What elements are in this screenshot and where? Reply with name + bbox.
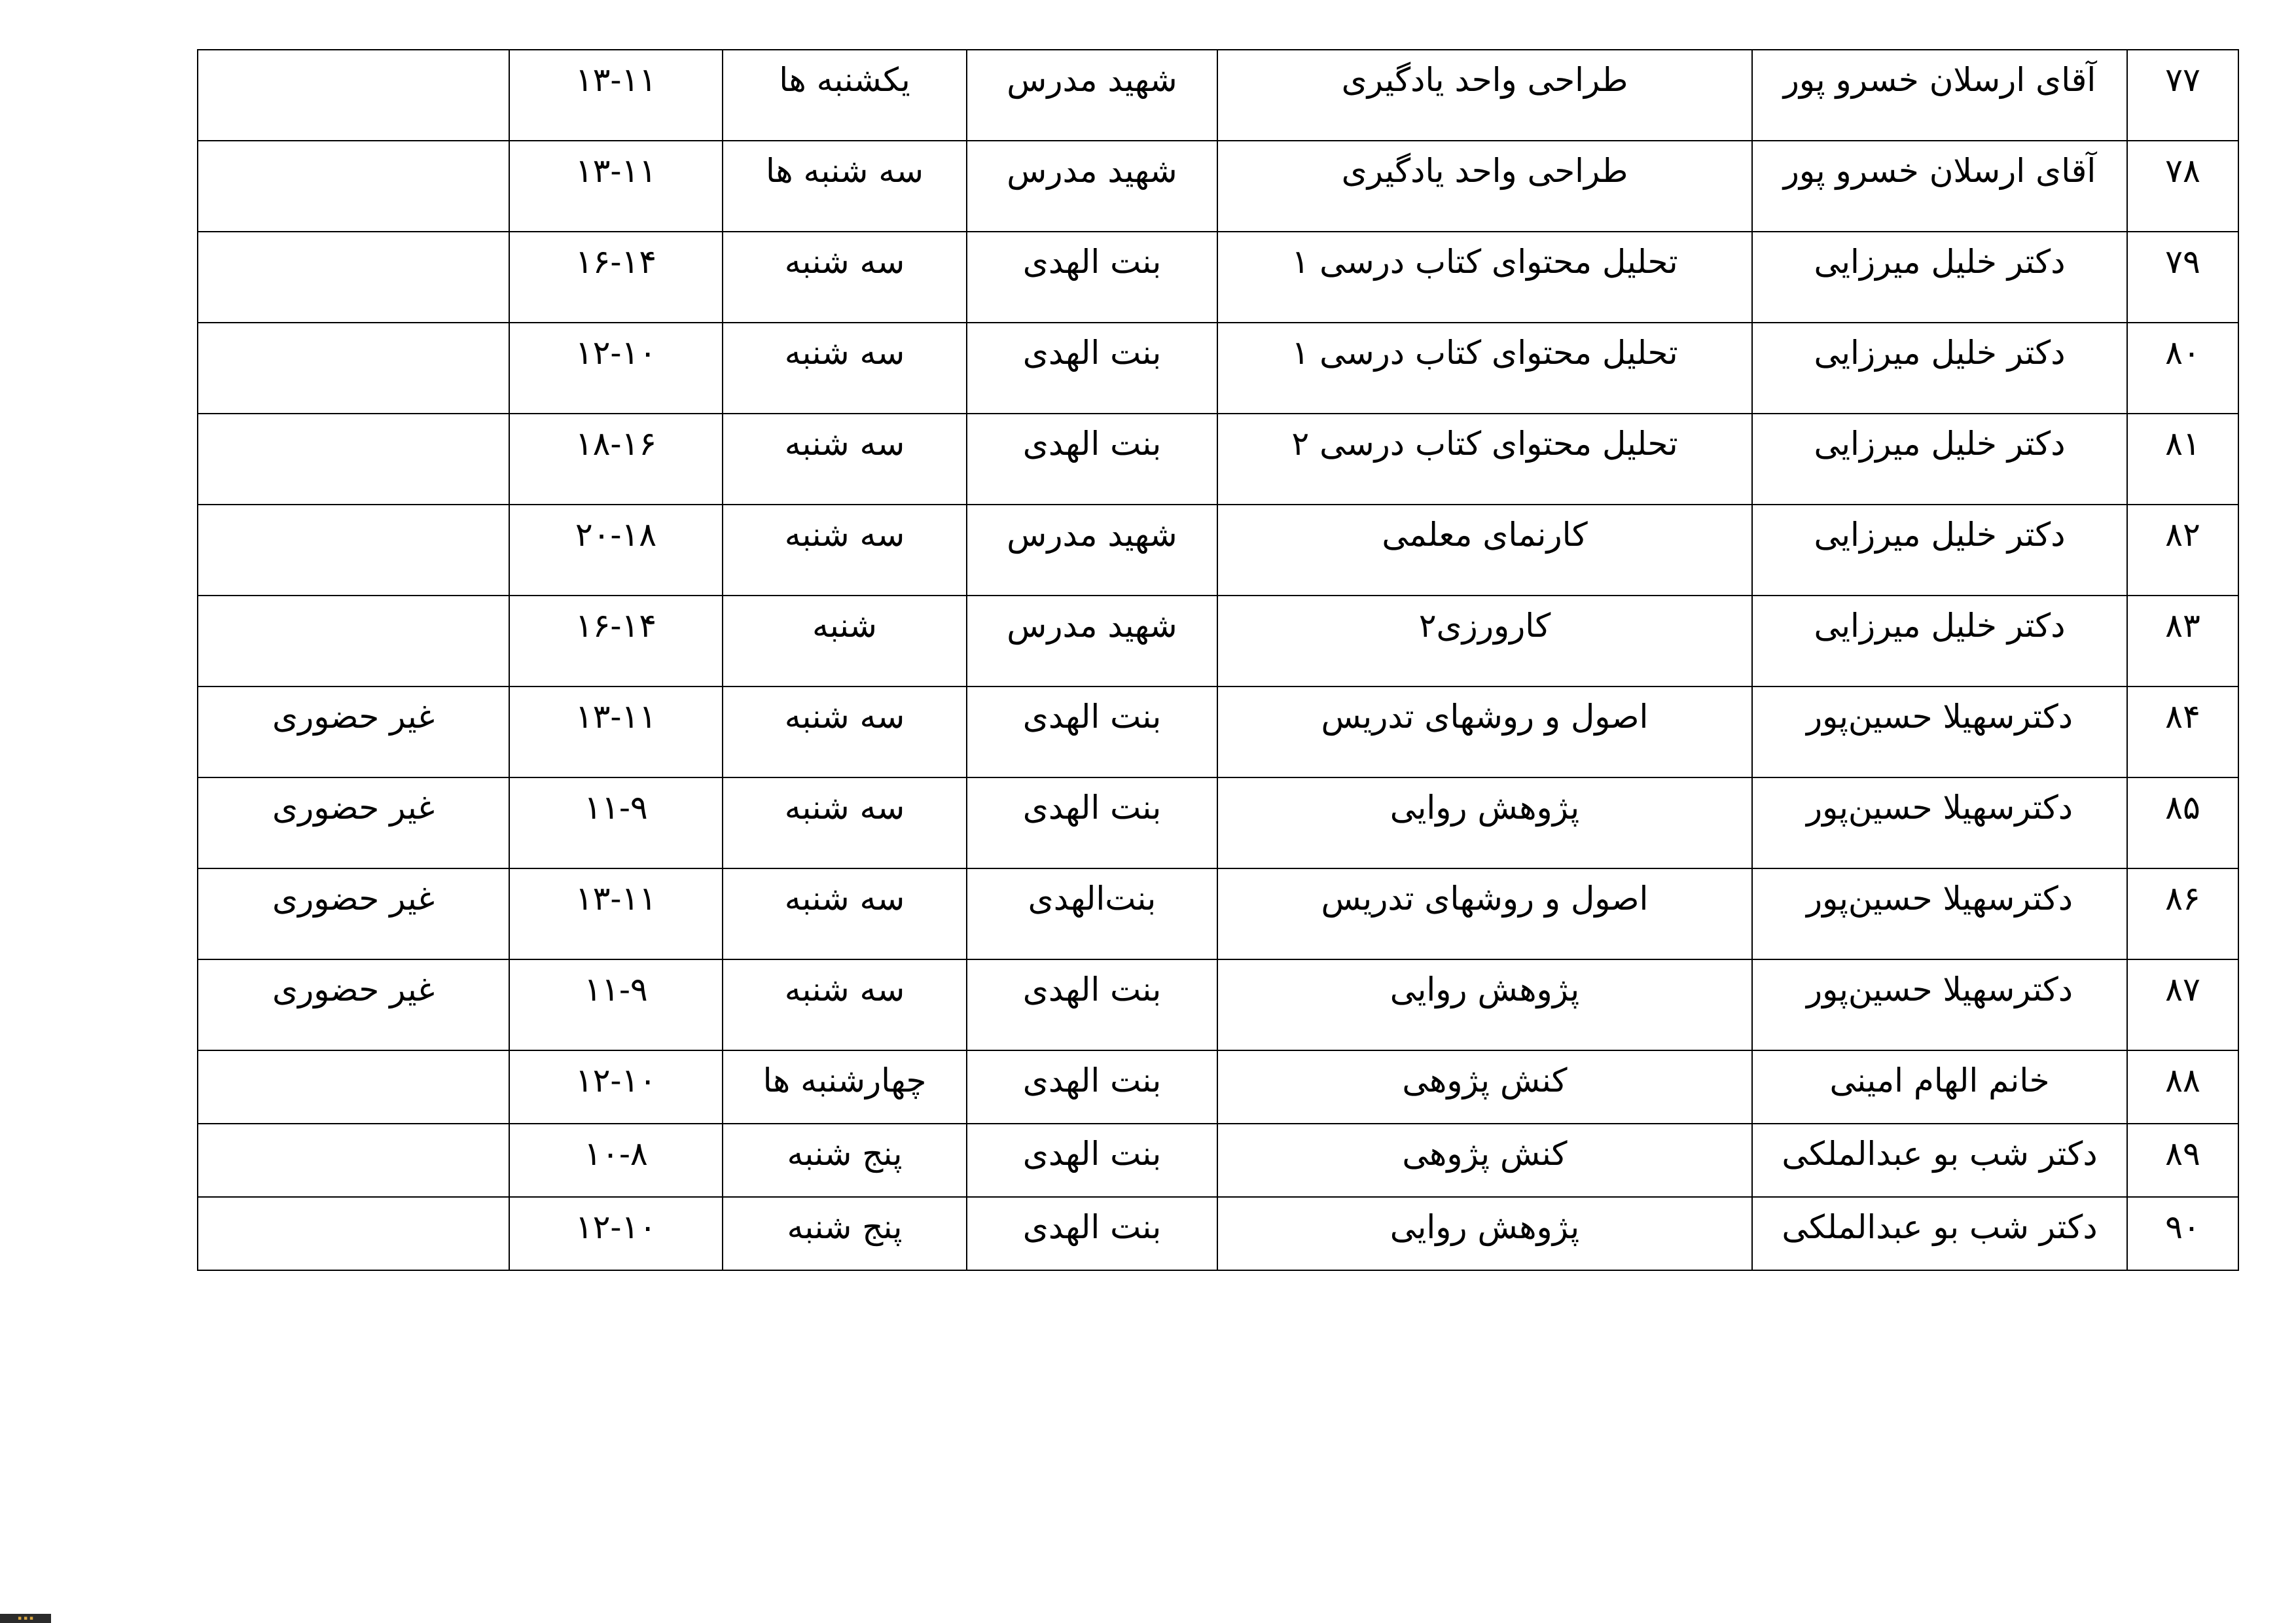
instructor-cell: دکتر خلیل میرزایی (1752, 232, 2127, 323)
note-cell: غیر حضوری (198, 868, 509, 959)
course-cell: اصول و روشهای تدریس (1217, 687, 1752, 777)
time-cell: ۱۲-۱۰ (509, 1050, 723, 1124)
location-cell: بنت الهدی (967, 232, 1217, 323)
table-row (198, 868, 2238, 959)
instructor-cell: دکترسهیلا حسین‌پور (1752, 687, 2127, 777)
day-cell: سه شنبه (723, 959, 967, 1050)
instructor-cell: دکتر خلیل میرزایی (1752, 505, 2127, 596)
instructor-cell: دکتر خلیل میرزایی (1752, 596, 2127, 687)
time-cell: ۱۸-۱۶ (509, 414, 723, 505)
schedule-body (198, 50, 2238, 1270)
note-cell: غیر حضوری (198, 687, 509, 777)
instructor-cell: دکترسهیلا حسین‌پور (1752, 777, 2127, 868)
note-cell (198, 323, 509, 414)
day-cell: سه شنبه ها (723, 141, 967, 232)
table-row (198, 505, 2238, 596)
day-cell: سه شنبه (723, 505, 967, 596)
course-cell: طراحی واحد یادگیری (1217, 141, 1752, 232)
note-cell: غیر حضوری (198, 777, 509, 868)
instructor-cell: دکترسهیلا حسین‌پور (1752, 959, 2127, 1050)
course-cell: تحلیل محتوای کتاب درسی ۱ (1217, 232, 1752, 323)
time-cell: ۱۳-۱۱ (509, 141, 723, 232)
time-cell: ۱۶-۱۴ (509, 596, 723, 687)
day-cell: سه شنبه (723, 868, 967, 959)
note-cell (198, 1197, 509, 1270)
table-row (198, 687, 2238, 777)
time-cell: ۱۰-۸ (509, 1124, 723, 1197)
instructor-cell: آقای ارسلان خسرو پور (1752, 50, 2127, 141)
day-cell: سه شنبه (723, 777, 967, 868)
time-cell: ۲۰-۱۸ (509, 505, 723, 596)
instructor-cell: آقای ارسلان خسرو پور (1752, 141, 2127, 232)
location-cell: بنت الهدی (967, 323, 1217, 414)
course-cell: تحلیل محتوای کتاب درسی ۱ (1217, 323, 1752, 414)
location-cell: بنت الهدی (967, 1197, 1217, 1270)
time-cell: ۱۶-۱۴ (509, 232, 723, 323)
row-number: ۷۷ (2127, 50, 2238, 141)
course-cell: کنش پژوهی (1217, 1050, 1752, 1124)
location-cell: بنت الهدی (967, 777, 1217, 868)
instructor-cell: دکترسهیلا حسین‌پور (1752, 868, 2127, 959)
day-cell: چهارشنبه ها (723, 1050, 967, 1124)
watermark-logo: ▪ ▪ ▪ (0, 1614, 51, 1623)
note-cell (198, 232, 509, 323)
time-cell: ۱۳-۱۱ (509, 687, 723, 777)
row-number: ۸۴ (2127, 687, 2238, 777)
time-cell: ۱۱-۹ (509, 777, 723, 868)
time-cell: ۱۳-۱۱ (509, 868, 723, 959)
location-cell: بنت الهدی (967, 414, 1217, 505)
schedule-table (197, 49, 2239, 1271)
table-row (198, 1197, 2238, 1270)
location-cell: بنت‌الهدی (967, 868, 1217, 959)
table-row (198, 777, 2238, 868)
day-cell: سه شنبه (723, 414, 967, 505)
location-cell: بنت الهدی (967, 1050, 1217, 1124)
course-cell: پژوهش روایی (1217, 777, 1752, 868)
row-number: ۸۵ (2127, 777, 2238, 868)
time-cell: ۱۱-۹ (509, 959, 723, 1050)
time-cell: ۱۲-۱۰ (509, 1197, 723, 1270)
course-cell: پژوهش روایی (1217, 959, 1752, 1050)
row-number: ۹۰ (2127, 1197, 2238, 1270)
instructor-cell: دکتر شب بو عبدالملکی (1752, 1124, 2127, 1197)
course-cell: تحلیل محتوای کتاب درسی ۲ (1217, 414, 1752, 505)
location-cell: شهید مدرس (967, 141, 1217, 232)
note-cell (198, 596, 509, 687)
row-number: ۸۱ (2127, 414, 2238, 505)
day-cell: پنج شنبه (723, 1124, 967, 1197)
note-cell (198, 414, 509, 505)
table-row (198, 414, 2238, 505)
note-cell (198, 141, 509, 232)
day-cell: پنج شنبه (723, 1197, 967, 1270)
table-row (198, 323, 2238, 414)
row-number: ۷۸ (2127, 141, 2238, 232)
row-number: ۸۳ (2127, 596, 2238, 687)
time-cell: ۱۳-۱۱ (509, 50, 723, 141)
row-number: ۸۰ (2127, 323, 2238, 414)
location-cell: بنت الهدی (967, 1124, 1217, 1197)
instructor-cell: دکتر شب بو عبدالملکی (1752, 1197, 2127, 1270)
course-cell: اصول و روشهای تدریس (1217, 868, 1752, 959)
day-cell: سه شنبه (723, 232, 967, 323)
table-row (198, 1050, 2238, 1124)
location-cell: شهید مدرس (967, 50, 1217, 141)
instructor-cell: خانم الهام امینی (1752, 1050, 2127, 1124)
location-cell: شهید مدرس (967, 596, 1217, 687)
day-cell: سه شنبه (723, 687, 967, 777)
note-cell (198, 50, 509, 141)
note-cell: غیر حضوری (198, 959, 509, 1050)
table-row (198, 50, 2238, 141)
table-row (198, 959, 2238, 1050)
row-number: ۷۹ (2127, 232, 2238, 323)
course-cell: طراحی واحد یادگیری (1217, 50, 1752, 141)
location-cell: بنت الهدی (967, 687, 1217, 777)
table-row (198, 141, 2238, 232)
table-row (198, 1124, 2238, 1197)
time-cell: ۱۲-۱۰ (509, 323, 723, 414)
course-cell: کارورزی۲ (1217, 596, 1752, 687)
day-cell: یکشنبه ها (723, 50, 967, 141)
row-number: ۸۲ (2127, 505, 2238, 596)
course-cell: کنش پژوهی (1217, 1124, 1752, 1197)
course-cell: پژوهش روایی (1217, 1197, 1752, 1270)
table-row (198, 596, 2238, 687)
table-row (198, 232, 2238, 323)
note-cell (198, 505, 509, 596)
day-cell: شنبه (723, 596, 967, 687)
day-cell: سه شنبه (723, 323, 967, 414)
note-cell (198, 1050, 509, 1124)
row-number: ۸۸ (2127, 1050, 2238, 1124)
location-cell: بنت الهدی (967, 959, 1217, 1050)
row-number: ۸۷ (2127, 959, 2238, 1050)
instructor-cell: دکتر خلیل میرزایی (1752, 414, 2127, 505)
row-number: ۸۶ (2127, 868, 2238, 959)
course-cell: کارنمای معلمی (1217, 505, 1752, 596)
instructor-cell: دکتر خلیل میرزایی (1752, 323, 2127, 414)
row-number: ۸۹ (2127, 1124, 2238, 1197)
location-cell: شهید مدرس (967, 505, 1217, 596)
note-cell (198, 1124, 509, 1197)
